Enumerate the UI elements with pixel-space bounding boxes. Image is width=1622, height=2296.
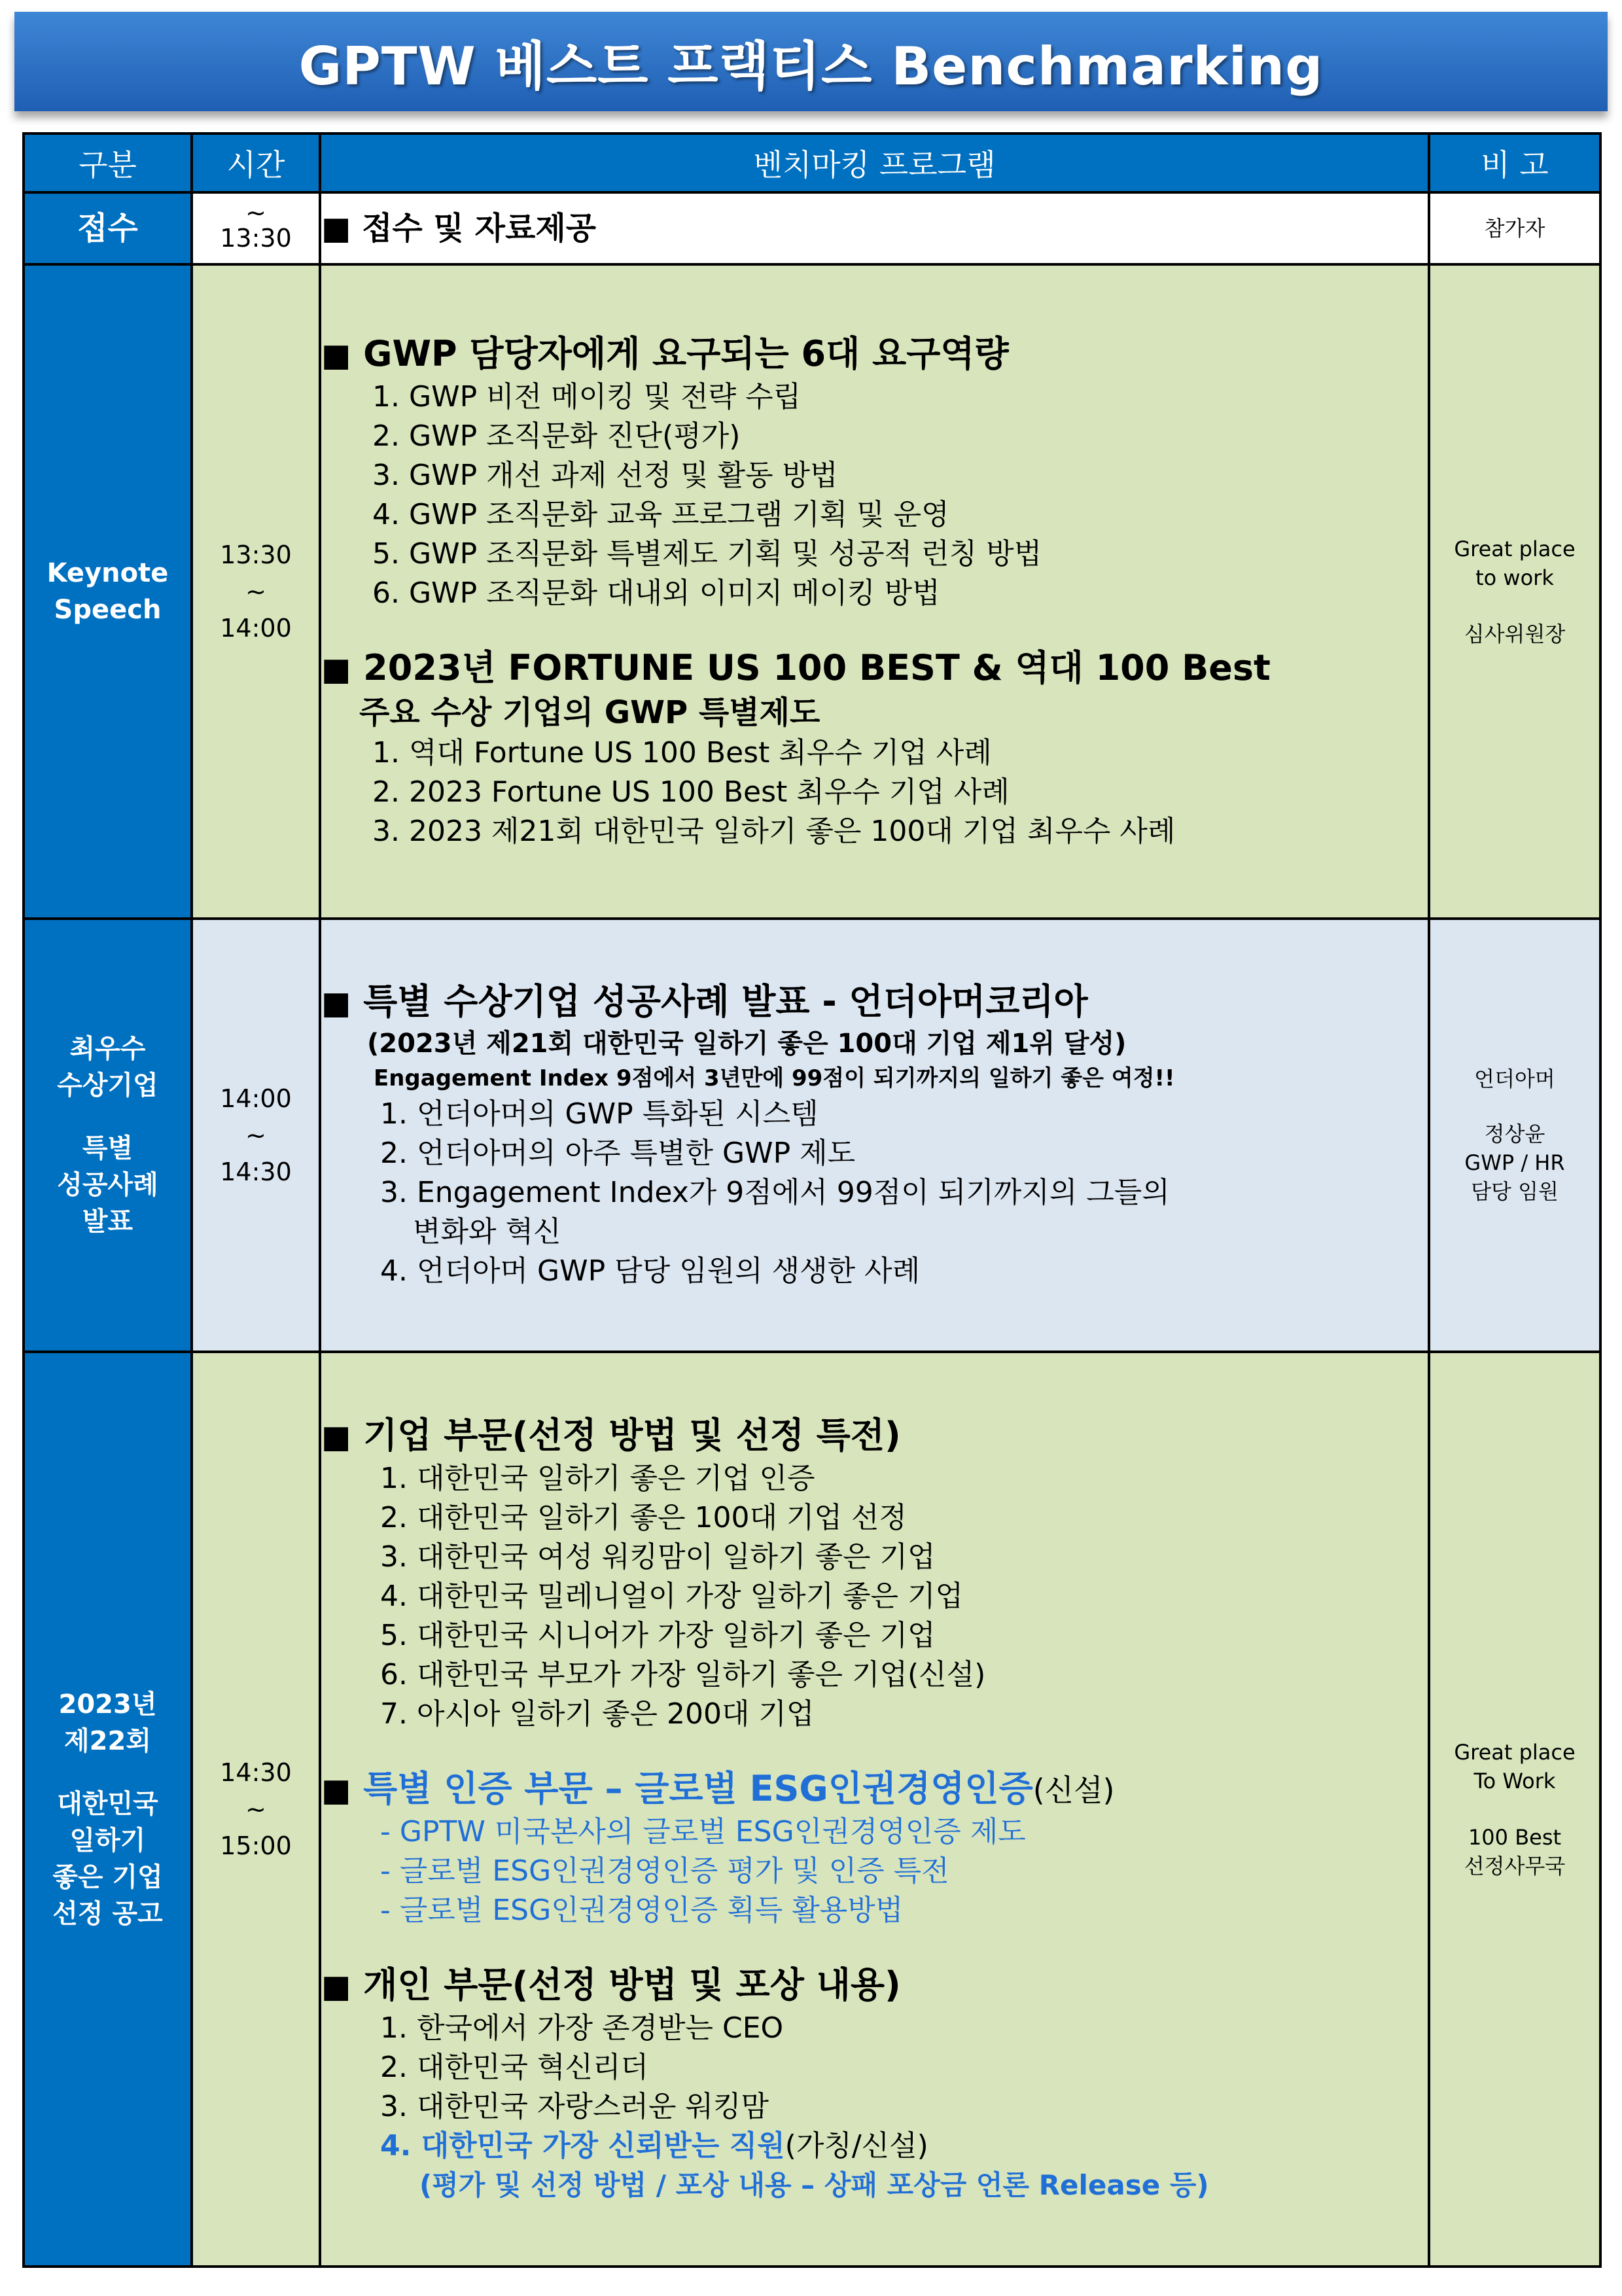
individual-sector-title: 개인 부문(선정 방법 및 포상 내용): [363, 1964, 901, 2005]
note-line: 100 Best: [1468, 1825, 1562, 1850]
time-tilde: ~: [245, 577, 266, 606]
special-cert-suffix: (신설): [1032, 1773, 1115, 1808]
category-line: 제22회: [64, 1726, 151, 1756]
time-end: 13:30: [220, 224, 292, 253]
time-start: 13:30: [220, 540, 292, 569]
category-line: 대한민국: [57, 1789, 158, 1819]
trusted-employee-detail: (평가 및 선정 방법 / 포상 내용 – 상패 포상금 언론 Release 등): [419, 2169, 1209, 2201]
row-keynote-note: [1429, 264, 1600, 919]
row-keynote-program: [320, 264, 1429, 919]
category-line: 일하기: [69, 1826, 146, 1856]
list-item: - 글로벌 ESG인권경영인증 평가 및 인증 특전: [380, 1854, 949, 1888]
list-item: 1. 언더아머의 GWP 특화된 시스템: [380, 1097, 819, 1131]
keynote-section-title: ■ GWP 담당자에게 요구되는 6대 요구역량: [321, 333, 1009, 374]
category-line: 특별: [82, 1133, 133, 1163]
list-item: 3. GWP 개선 과제 선정 및 활동 방법: [372, 459, 838, 492]
note-line: GWP / HR: [1464, 1150, 1565, 1175]
row-case-category: [24, 919, 192, 1352]
list-item: 4. GWP 조직문화 교육 프로그램 기획 및 운영: [372, 498, 949, 531]
header-time: 시간: [192, 133, 320, 192]
note-line: Great place: [1454, 537, 1576, 561]
list-item: 7. 아시아 일하기 좋은 200대 기업: [380, 1697, 815, 1731]
time-tilde: ~: [245, 1795, 266, 1824]
list-item: 2. 언더아머의 아주 특별한 GWP 제도: [380, 1137, 856, 1170]
list-item: [321, 2127, 1428, 2166]
header-row: [24, 133, 1600, 192]
list-item: 1. 대한민국 일하기 좋은 기업 인증: [380, 1462, 815, 1495]
row-case-note: [1429, 919, 1600, 1352]
time-end: 14:30: [220, 1157, 292, 1186]
category-line: 발표: [82, 1207, 133, 1237]
list-item: 6. 대한민국 부모가 가장 일하기 좋은 기업(신설): [380, 1658, 986, 1691]
note-line: To Work: [1473, 1769, 1556, 1793]
category-line: 최우수: [69, 1034, 146, 1064]
row-reception-program: [320, 192, 1429, 264]
trusted-employee-item: 4. 대한민국 가장 신뢰받는 직원: [380, 2129, 785, 2163]
list-item: 1. GWP 비전 메이킹 및 전략 수립: [372, 380, 802, 414]
time-end: 14:00: [220, 614, 292, 643]
category-line: 선정 공고: [52, 1899, 163, 1929]
list-item: 3. Engagement Index가 9점에서 99점이 되기까지의 그들의: [380, 1176, 1170, 1209]
list-item: 2. 대한민국 일하기 좋은 100대 기업 선정: [380, 1501, 907, 1534]
category-line: 좋은 기업: [52, 1862, 163, 1892]
list-item: 1. 한국에서 가장 존경받는 CEO: [380, 2011, 784, 2045]
corporate-sector-title: 기업 부문(선정 방법 및 선정 특전): [363, 1415, 901, 1456]
special-cert-section-title: ■ 특별 인증 부문 – 글로벌 ESG인권경영인증(신설): [321, 1768, 1115, 1809]
list-item: - 글로벌 ESG인권경영인증 획득 활용방법: [380, 1894, 904, 1927]
keynote-sec1-title: GWP 담당자에게 요구되는 6대 요구역량: [363, 333, 1009, 374]
row-case-study: [24, 919, 1600, 1352]
schedule-table: [22, 132, 1602, 2268]
list-item: - GPTW 미국본사의 글로벌 ESG인권경영인증 제도: [380, 1815, 1026, 1848]
header-category: 구분: [24, 133, 192, 192]
category-line: 수상기업: [57, 1070, 158, 1101]
time-end: 15:00: [220, 1831, 292, 1860]
announcement-section-title: ■ 기업 부문(선정 방법 및 선정 특전): [321, 1415, 901, 1456]
note-line: 언더아머: [1474, 1067, 1555, 1091]
page-title: GPTW 베스트 프랙티스 Benchmarking: [298, 35, 1324, 97]
list-item: 5. 대한민국 시니어가 가장 일하기 좋은 기업: [380, 1619, 936, 1652]
row-reception-note: 참가자: [1429, 192, 1600, 264]
list-item: 변화와 혁신: [413, 1215, 561, 1248]
list-item: 2. 2023 Fortune US 100 Best 최우수 기업 사례: [372, 775, 1010, 809]
category-line: 2023년: [58, 1689, 157, 1720]
page-title-banner: [14, 12, 1608, 111]
row-announcement-time: [192, 1352, 320, 2267]
row-keynote: [24, 264, 1600, 919]
category-line: 성공사례: [57, 1170, 158, 1200]
list-item: 3. 2023 제21회 대한민국 일하기 좋은 100대 기업 최우수 사례: [372, 815, 1176, 848]
row-reception-category: 접수: [24, 192, 192, 264]
case-section-title: ■ 특별 수상기업 성공사례 발표 - 언더아머코리아: [321, 981, 1088, 1022]
individual-section-title: ■ 개인 부문(선정 방법 및 포상 내용): [321, 1964, 901, 2005]
row-keynote-category: [24, 264, 192, 919]
row-keynote-time: [192, 264, 320, 919]
header-note: 비 고: [1429, 133, 1600, 192]
list-item: 1. 역대 Fortune US 100 Best 최우수 기업 사례: [372, 736, 992, 769]
note-line: 심사위원장: [1464, 622, 1566, 646]
keynote-sec2-title: 2023년 FORTUNE US 100 BEST & 역대 100 Best: [363, 647, 1271, 688]
case-title: 특별 수상기업 성공사례 발표 - 언더아머코리아: [363, 981, 1088, 1022]
row-reception-time: [192, 192, 320, 264]
note-line: to work: [1475, 565, 1554, 590]
case-subtitle: (2023년 제21회 대한민국 일하기 좋은 100대 기업 제1위 달성): [367, 1029, 1127, 1059]
reception-program-text: ■ 접수 및 자료제공: [321, 210, 597, 247]
category-line: Keynote: [46, 558, 169, 588]
list-item: 4. 대한민국 밀레니얼이 가장 일하기 좋은 기업: [380, 1580, 963, 1613]
keynote-section-title-2: ■ 2023년 FORTUNE US 100 BEST & 역대 100 Best: [321, 647, 1271, 688]
row-announcement: [24, 1352, 1600, 2267]
time-tilde: ~: [245, 198, 266, 227]
trusted-employee-suffix: (가칭/신설): [785, 2129, 928, 2163]
note-line: 담당 임원: [1471, 1179, 1559, 1204]
case-subtitle-2: Engagement Index 9점에서 3년만에 99점이 되기까지의 일하기 좋은 여정!!: [374, 1065, 1175, 1091]
list-item: 5. GWP 조직문화 특별제도 기획 및 성공적 런칭 방법: [372, 537, 1042, 571]
category-line: Speech: [54, 595, 162, 625]
time-start: 14:00: [220, 1084, 292, 1113]
note-line: 선정사무국: [1464, 1854, 1566, 1879]
header-program: 벤치마킹 프로그램: [320, 133, 1429, 192]
special-cert-title: 특별 인증 부문 – 글로벌 ESG인권경영인증: [363, 1768, 1033, 1809]
list-item: 4. 언더아머 GWP 담당 임원의 생생한 사례: [380, 1254, 921, 1288]
row-announcement-program: [320, 1352, 1429, 2267]
note-line: 정상윤: [1484, 1122, 1545, 1146]
list-item: 3. 대한민국 여성 워킹맘이 일하기 좋은 기업: [380, 1540, 936, 1574]
list-item: 6. GWP 조직문화 대내외 이미지 메이킹 방법: [372, 576, 940, 610]
note-line: Great place: [1454, 1740, 1576, 1765]
row-case-time: [192, 919, 320, 1352]
row-announcement-note: [1429, 1352, 1600, 2267]
keynote-sec2-title-line2: 주요 수상 기업의 GWP 특별제도: [359, 694, 820, 731]
row-reception: [24, 192, 1600, 264]
time-tilde: ~: [245, 1121, 266, 1150]
list-item: 3. 대한민국 자랑스러운 워킹맘: [380, 2090, 769, 2123]
list-item: 2. 대한민국 혁신리더: [380, 2051, 648, 2084]
time-start: 14:30: [220, 1758, 292, 1787]
row-case-program: [320, 919, 1429, 1352]
row-announcement-category: [24, 1352, 192, 2267]
list-item: 2. GWP 조직문화 진단(평가): [372, 419, 741, 453]
